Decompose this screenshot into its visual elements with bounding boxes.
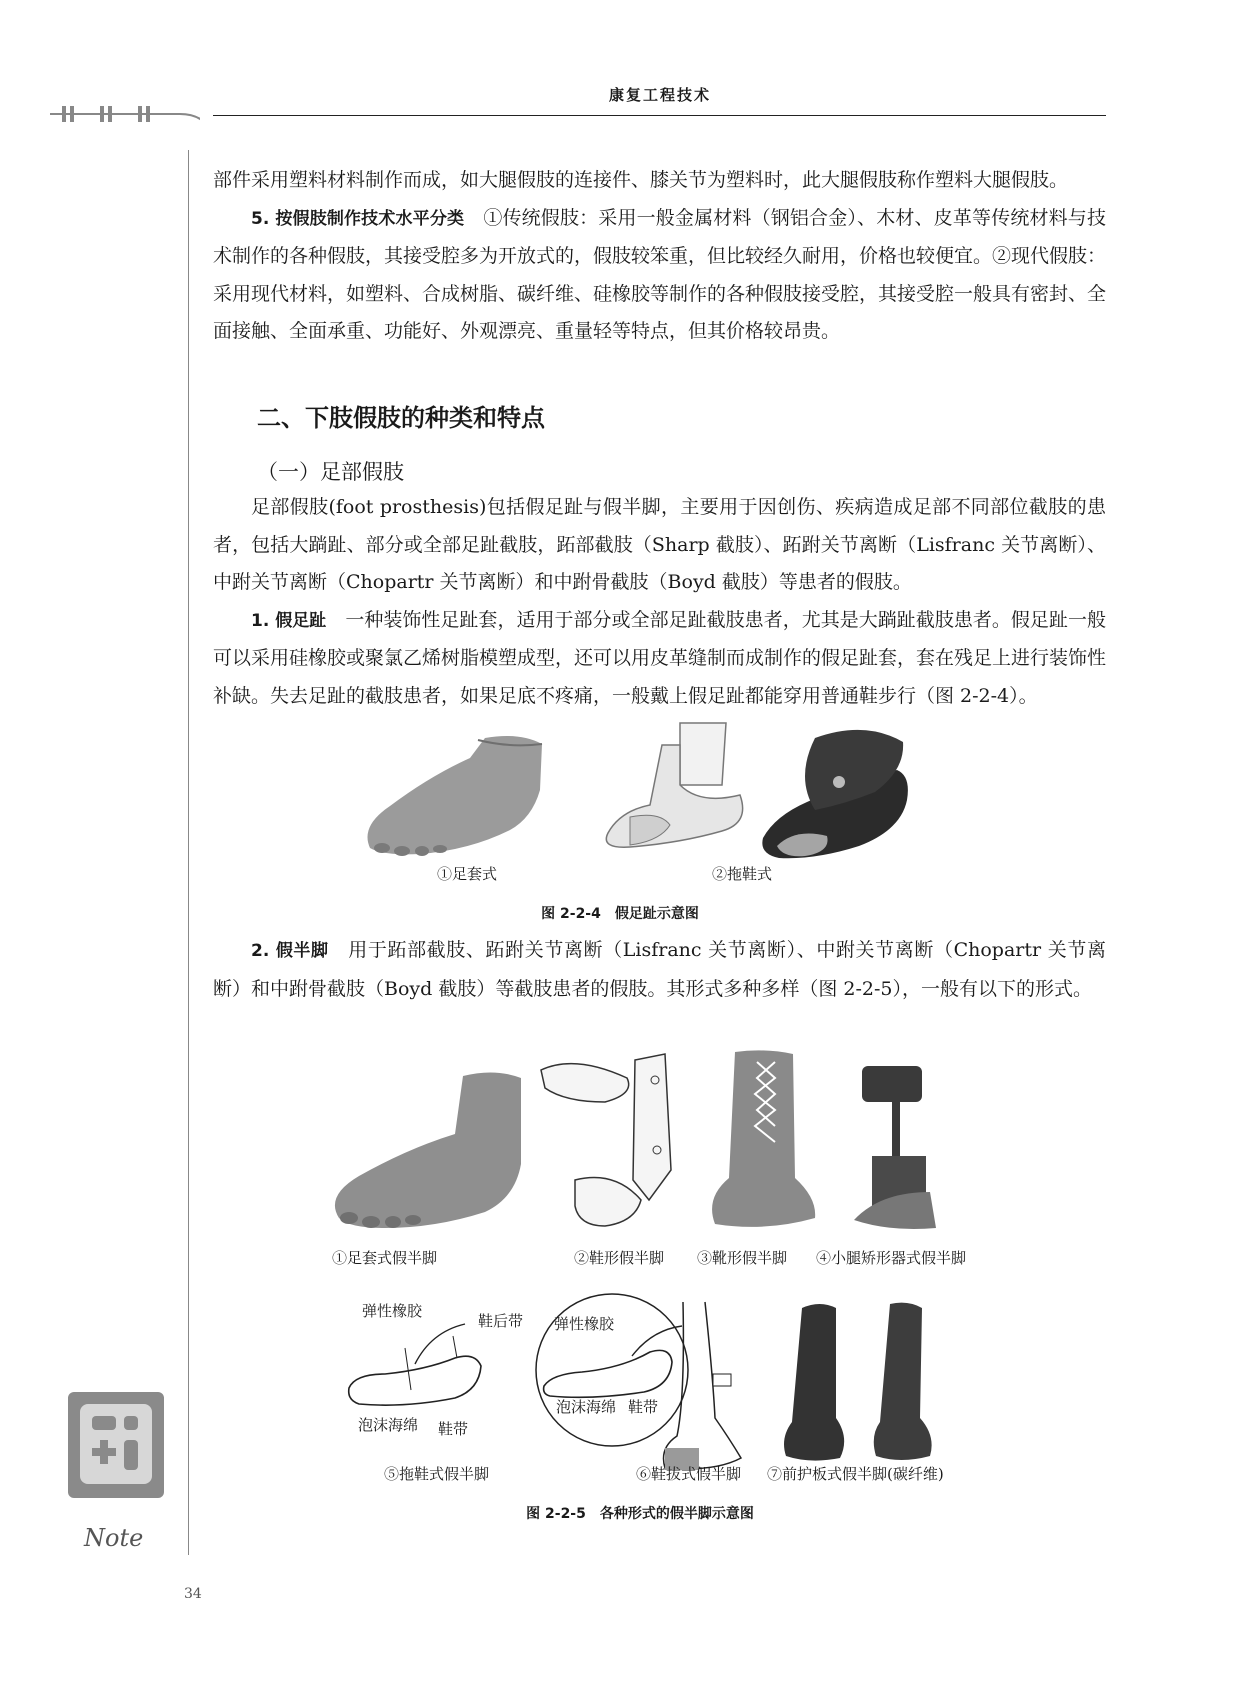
callout-strap: 鞋带 — [438, 1420, 469, 1438]
callout-strap-2: 鞋带 — [628, 1398, 659, 1416]
figure-2-2-5-label-1: ①足套式假半脚 — [332, 1249, 438, 1267]
paragraph-4 — [213, 602, 1106, 716]
paragraph-1: 部件采用塑料材料制作而成，如大腿假肢的连接件、膝关节为塑料时，此大腿假肢称作塑料大腿假肢。 — [213, 169, 1069, 191]
figure-2-2-4-slipper-diagram — [590, 715, 750, 865]
paragraph-5-body: 用于跖部截肢、跖跗关节离断（Lisfranc 关节离断）、中跗关节离断（Chopartr 关节离断）和中跗骨截肢（Boyd 截肢）等截肢患者的假肢。其形式多种多样（图 2-2-5），一般有以下的形式。 — [213, 939, 1106, 1000]
subsection-heading: （一）足部假肢 — [257, 460, 404, 484]
figure-2-2-4-caption: 图 2-2-4 假足趾示意图 — [541, 906, 699, 922]
figure-2-2-5-orthosis-type — [850, 1060, 960, 1235]
figure-2-2-4-foot-cover — [360, 730, 555, 860]
body-text-mid — [213, 489, 1106, 715]
figure-2-2-5-label-7: ⑦前护板式假半脚(碳纤维) — [767, 1465, 944, 1483]
sidebar-ornament — [40, 100, 200, 160]
figure-2-2-4-label-b: ②拖鞋式 — [712, 865, 773, 883]
page-number: 34 — [184, 1586, 202, 1602]
callout-foam-2: 泡沫海绵 — [556, 1398, 617, 1416]
paragraph-2-lead: 5. 按假肢制作技术水平分类 — [251, 208, 465, 229]
body-text-bottom — [213, 932, 1106, 1008]
callout-heel-strap: 鞋后带 — [478, 1312, 524, 1330]
margin-line — [188, 150, 189, 1555]
paragraph-2-body: ①传统假肢：采用一般金属材料（钢铝合金）、木材、皮革等传统材料与技术制作的各种假肢，其接受腔多为开放式的，假肢较笨重，但比较经久耐用，价格也较便宜。②现代假肢：采用现代材料，如塑料、合成树脂、碳纤维、硅橡胶等制作的各种假肢接受腔，其接受腔一般具有密封、全面接触、全面承重、功能好、外观漂亮、重量轻等特点，但其价格较昂贵。 — [213, 206, 1107, 342]
note-label: Note — [84, 1524, 144, 1552]
figure-2-2-5-label-6: ⑥鞋拔式假半脚 — [636, 1465, 742, 1483]
figure-2-2-5-carbon-anterior — [780, 1298, 960, 1468]
header-rule — [213, 115, 1106, 116]
callout-elastic-2: 弹性橡胶 — [554, 1315, 615, 1333]
paragraph-4-body: 一种装饰性足趾套，适用于部分或全部足趾截肢患者，尤其是大䠀趾截肢患者。假足趾一般可以采用硅橡胶或聚氯乙烯树脂模塑成型，还可以用皮革缝制而成制作的假足趾套，套在残足上进行装饰性补缺。失去足趾的截肢患者，如果足底不疼痛，一般戴上假足趾都能穿用普通鞋步行（图 2-2-4）。 — [213, 608, 1107, 707]
figure-2-2-4-slipper-photo — [755, 718, 915, 863]
figure-2-2-5-slipper-diagram — [345, 1318, 495, 1413]
figure-2-2-5-label-5: ⑤拖鞋式假半脚 — [384, 1465, 490, 1483]
figure-2-2-5-shoe-type — [535, 1050, 710, 1235]
figure-2-2-5-caption: 图 2-2-5 各种形式的假半脚示意图 — [526, 1506, 754, 1522]
figure-2-2-4-label-a: ①足套式 — [437, 865, 498, 883]
paragraph-3: 足部假肢(foot prosthesis)包括假足趾与假半脚，主要用于因创伤、疾病造成足部不同部位截肢的患者，包括大䠀趾、部分或全部足趾截肢，跖部截肢（Sharp 截肢）、跖跗关节离断（Lisfranc 关节离断）、中跗关节离断（Chopartr 关节离断）和中跗骨截肢（Boyd 截肢）等患者的假肢。 — [213, 496, 1106, 593]
figure-2-2-5-boot-type — [705, 1048, 825, 1233]
figure-2-2-5-shoehorn-type — [655, 1298, 750, 1478]
figure-2-2-5-label-3: ③靴形假半脚 — [697, 1249, 788, 1267]
paragraph-4-lead: 1. 假足趾 — [251, 610, 327, 631]
running-header: 康复工程技术 — [608, 86, 711, 104]
figure-2-2-5-foot-cover-half — [325, 1068, 530, 1233]
paragraph-5 — [213, 932, 1106, 1008]
callout-foam: 泡沫海绵 — [358, 1416, 419, 1434]
body-text-top — [213, 162, 1106, 351]
section-heading: 二、下肢假肢的种类和特点 — [257, 404, 545, 432]
paragraph-5-lead: 2. 假半脚 — [251, 941, 329, 961]
callout-elastic: 弹性橡胶 — [362, 1302, 423, 1320]
paragraph-2 — [213, 200, 1106, 351]
figure-2-2-5-label-2: ②鞋形假半脚 — [574, 1249, 665, 1267]
figure-2-2-5-label-4: ④小腿矫形器式假半脚 — [816, 1249, 967, 1267]
note-icon — [66, 1390, 166, 1500]
